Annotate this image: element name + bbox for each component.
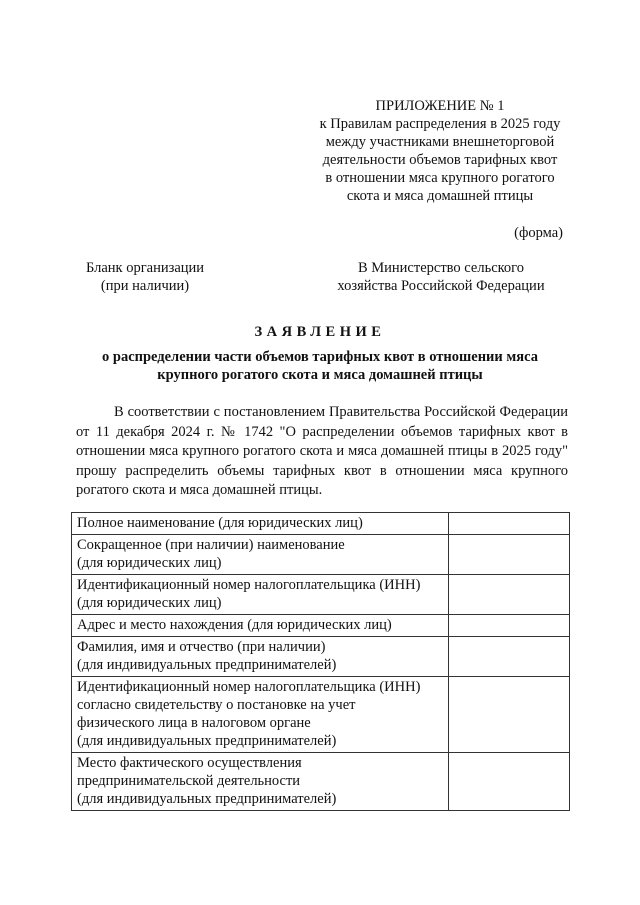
field-value-cell[interactable]	[448, 575, 569, 615]
letterhead-line: Бланк организации	[85, 260, 205, 276]
field-label-cell	[72, 535, 449, 575]
field-label-cell	[72, 615, 449, 637]
field-value-cell[interactable]	[448, 677, 569, 753]
appendix-line: скота и мяса домашней птицы	[346, 188, 534, 204]
field-label-line: Адрес и место нахождения (для юридических лиц)	[77, 617, 392, 633]
field-value-cell[interactable]	[448, 535, 569, 575]
appendix-line: в отношении мяса крупного рогатого	[325, 170, 555, 186]
recipient-block	[330, 259, 552, 295]
appendix-line: к Правилам распределения в 2025 году	[319, 116, 561, 132]
field-value-cell[interactable]	[448, 615, 569, 637]
field-label-line: физического лица в налоговом органе	[77, 715, 311, 731]
subtitle-line: крупного рогатого скота и мяса домашней птицы	[157, 367, 483, 383]
field-label-cell	[72, 513, 449, 535]
field-label-line: Полное наименование (для юридических лиц)	[77, 515, 363, 531]
field-label-line: (для юридических лиц)	[77, 555, 222, 571]
table-row	[72, 575, 570, 615]
table-row	[72, 615, 570, 637]
recipient-line: В Министерство сельского	[357, 260, 525, 276]
field-value-cell[interactable]	[448, 513, 569, 535]
field-value-cell[interactable]	[448, 637, 569, 677]
field-value-cell[interactable]	[448, 753, 569, 811]
form-label: (форма)	[514, 225, 563, 241]
field-label-line: Идентификационный номер налогоплательщика (ИНН)	[77, 577, 421, 593]
field-label-line: Место фактического осуществления	[77, 755, 302, 771]
table-row	[72, 637, 570, 677]
document-subtitle	[0, 348, 640, 384]
table-row	[72, 513, 570, 535]
appendix-header	[300, 97, 580, 205]
field-label-line: (для индивидуальных предпринимателей)	[77, 791, 337, 807]
field-label-cell	[72, 753, 449, 811]
field-label-cell	[72, 677, 449, 753]
letterhead-line: (при наличии)	[100, 278, 190, 294]
table-row	[72, 535, 570, 575]
request-paragraph: В соответствии с постановлением Правительства Российской Федерации от 11 декабря 2024 г. № 1742 "О распределении объемов тарифных квот в отношении мяса крупного рогатого скота и мяса домашней птицы в 2025 году" прошу распределить объемы тарифных квот в отношении мяса крупного рогатого скота и мяса домашней птицы.	[76, 404, 568, 498]
field-label-line: (для юридических лиц)	[77, 595, 222, 611]
field-label-line: Фамилия, имя и отчество (при наличии)	[77, 639, 326, 655]
organization-letterhead-note	[80, 259, 210, 295]
field-label-line: предпринимательской деятельности	[77, 773, 301, 789]
applicant-info-table	[71, 512, 570, 811]
appendix-title: ПРИЛОЖЕНИЕ № 1	[375, 98, 505, 114]
table-row	[72, 677, 570, 753]
subtitle-line: о распределении части объемов тарифных квот в отношении мяса	[102, 349, 538, 365]
table-row	[72, 753, 570, 811]
field-label-line: (для индивидуальных предпринимателей)	[77, 657, 337, 673]
field-label-line: Сокращенное (при наличии) наименование	[77, 537, 345, 553]
field-label-line: согласно свидетельству о постановке на учет	[77, 697, 356, 713]
appendix-line: деятельности объемов тарифных квот	[322, 152, 558, 168]
appendix-line: между участниками внешнеторговой	[325, 134, 555, 150]
recipient-line: хозяйства Российской Федерации	[337, 278, 545, 294]
field-label-line: (для индивидуальных предпринимателей)	[77, 733, 337, 749]
field-label-line: Идентификационный номер налогоплательщика (ИНН)	[77, 679, 421, 695]
field-label-cell	[72, 637, 449, 677]
field-label-cell	[72, 575, 449, 615]
document-title: ЗАЯВЛЕНИЕ	[254, 324, 386, 340]
